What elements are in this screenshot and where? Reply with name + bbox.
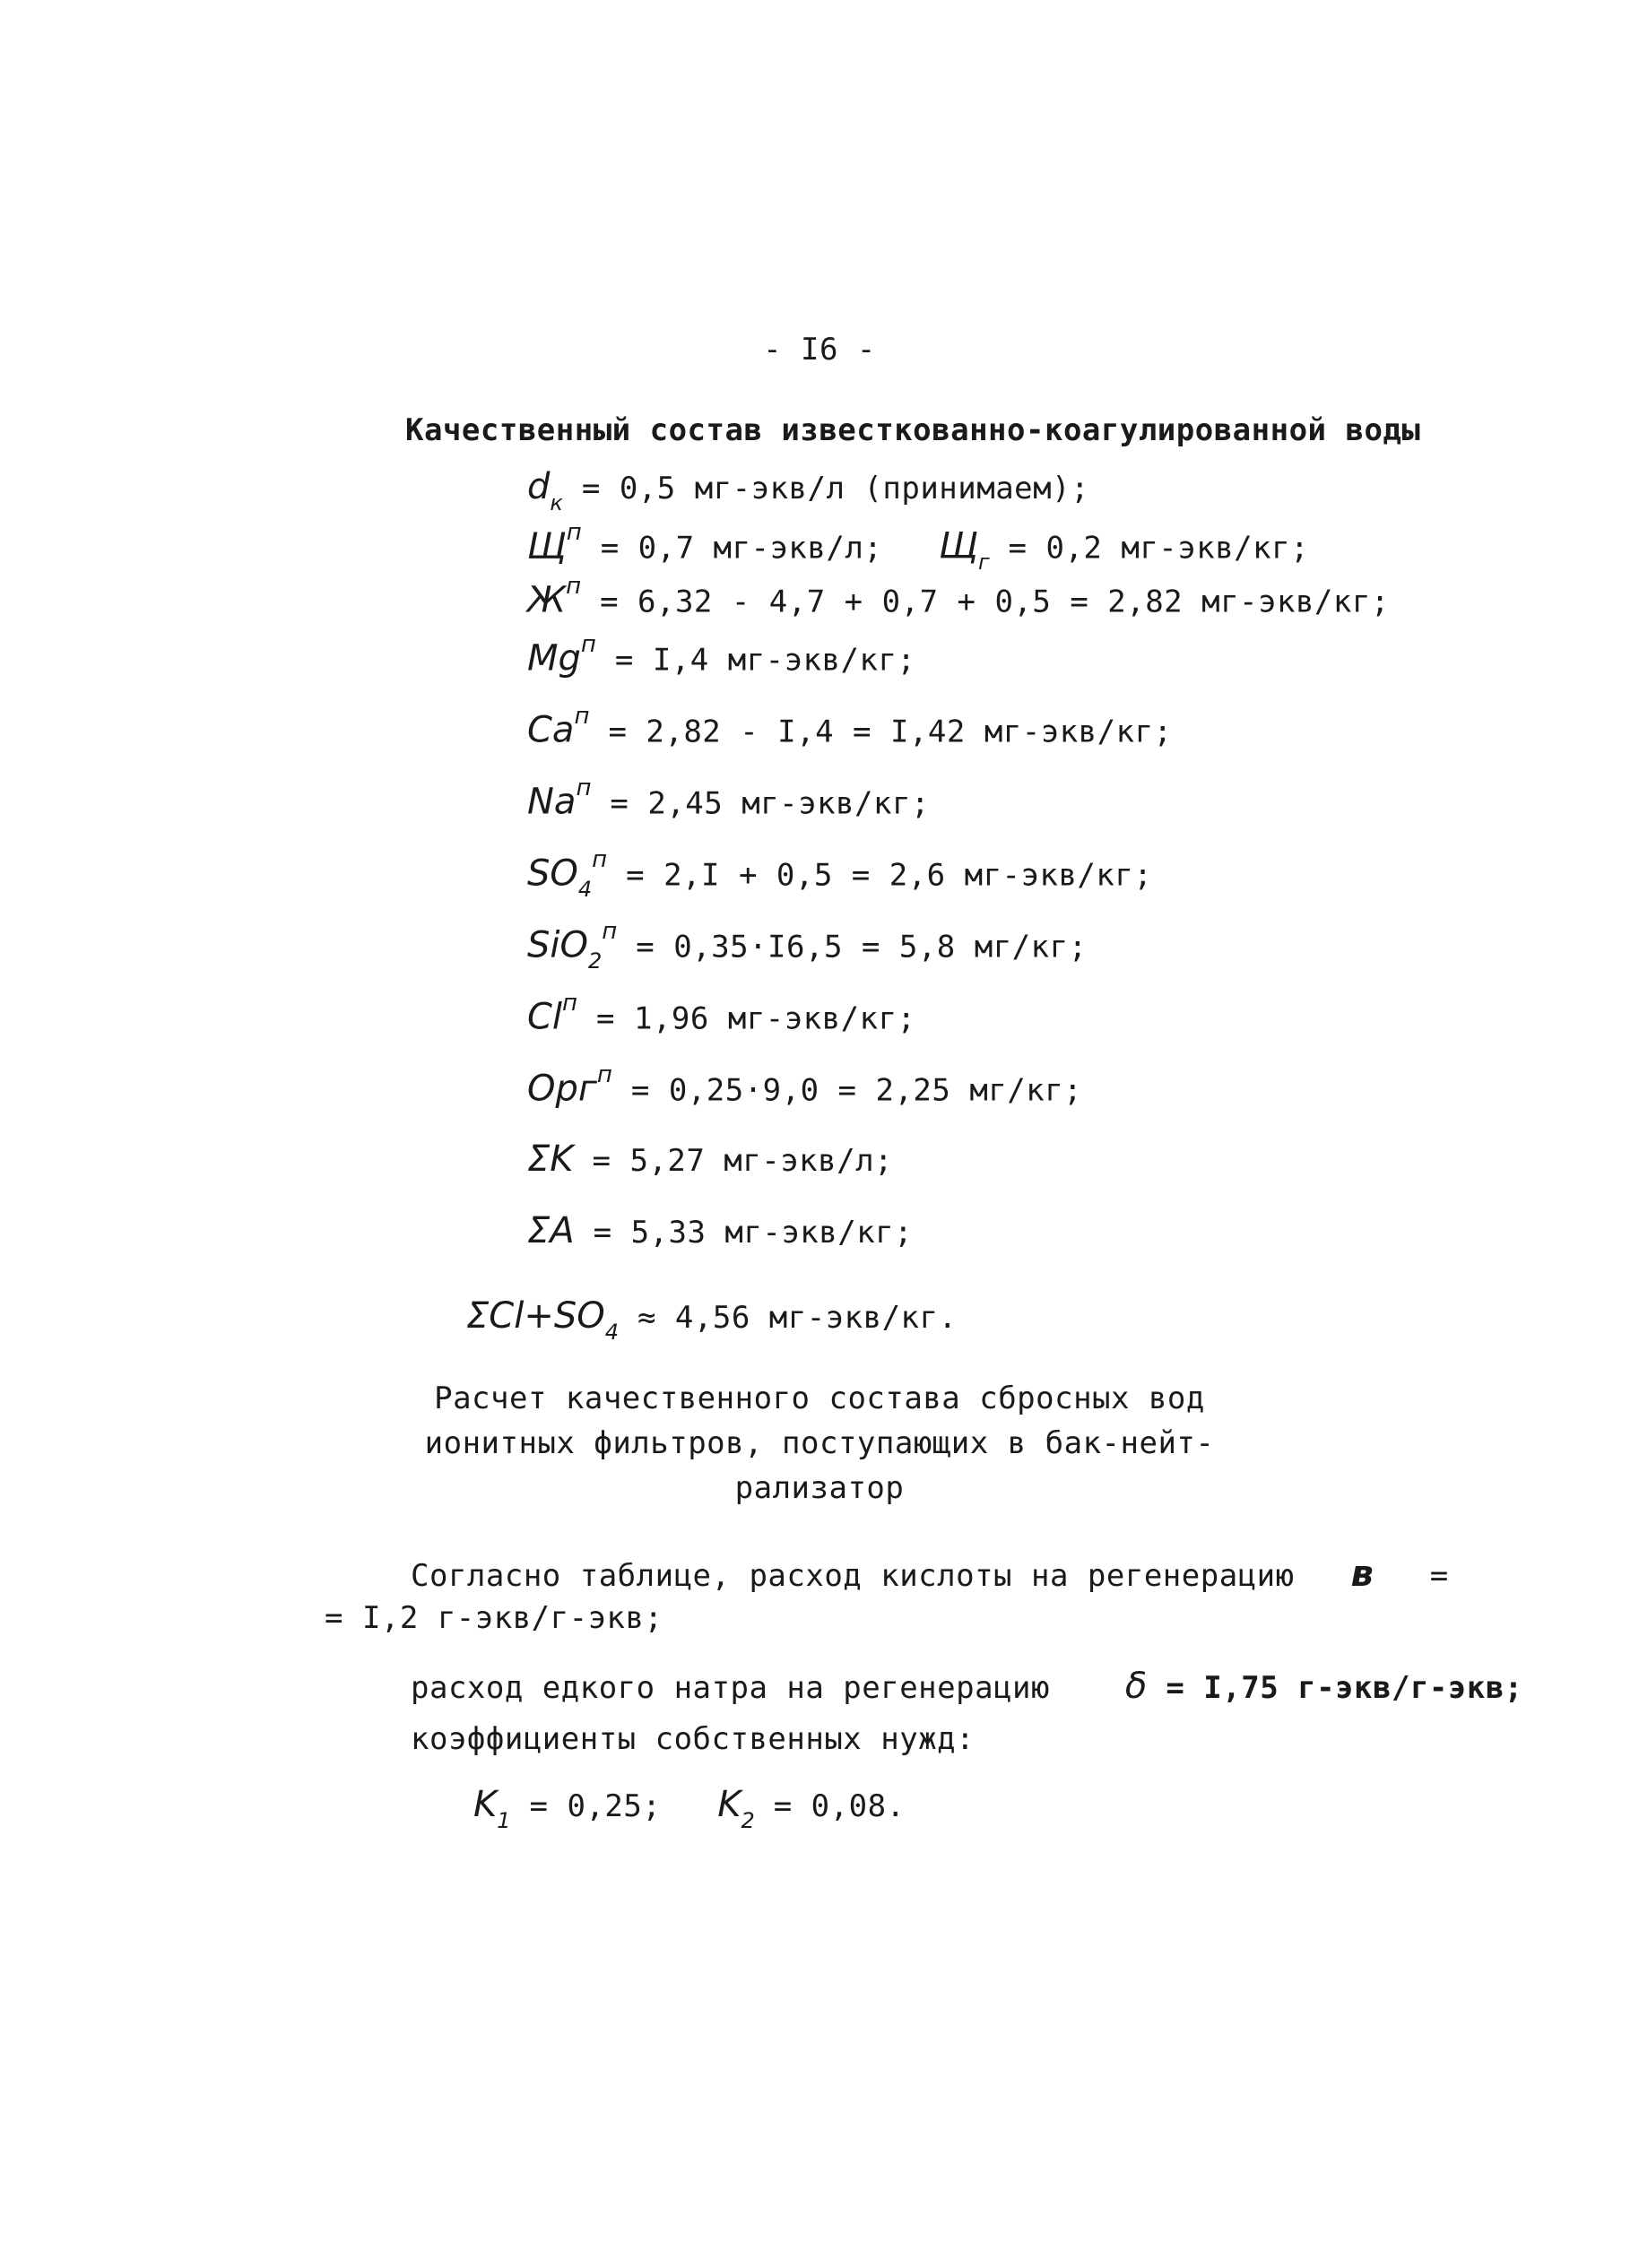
formula-rhs: = 5,33 мг-экв/кг;	[593, 1215, 914, 1251]
formula-symbol: $Mg^п$	[527, 631, 596, 680]
formula-rhs: = 6,32 - 4,7 + 0,7 + 0,5 = 2,82 мг-экв/кг;	[600, 584, 1390, 620]
formula-rhs: = 0,5 мг-экв/л (принимаем);	[581, 471, 1090, 506]
paragraph-line: Согласно таблице, расход кислоты на регенерацию в =	[411, 1554, 1449, 1595]
formula-rhs: = 1,96 мг-экв/кг;	[596, 1000, 916, 1037]
section-title-line: рализатор	[734, 1470, 905, 1506]
formula-row	[527, 703, 1173, 751]
formula-row	[527, 573, 1390, 621]
formula-row	[527, 775, 930, 823]
formula-symbol: $d_к$	[527, 466, 563, 515]
coefficients-row	[473, 1784, 906, 1833]
formula-symbol: Орг$^п$	[527, 1061, 612, 1110]
k2-value: = 0,08.	[773, 1788, 906, 1824]
formula-rhs: = 5,27 мг-экв/л;	[592, 1143, 894, 1179]
formula-row	[527, 990, 916, 1038]
formula-symbol: $Щ_г$	[939, 525, 990, 576]
formula-rhs: ≈ 4,56 мг-экв/кг.	[637, 1300, 958, 1336]
formula-rhs: = 0,2 мг-экв/кг;	[1008, 530, 1310, 567]
formula-row	[527, 846, 1153, 903]
paragraph-line: коэффициенты собственных нужд:	[411, 1721, 976, 1757]
formula-symbol: $Ж^п$	[527, 573, 582, 621]
formula-row	[527, 466, 1090, 515]
formula-rhs: = 2,82 - I,4 = I,42 мг-экв/кг;	[608, 714, 1173, 750]
formula-rhs: = 2,45 мг-экв/кг;	[610, 785, 930, 822]
formula-row	[527, 1138, 893, 1180]
formula-row	[527, 519, 1310, 576]
formula-rhs: = 0,35·I6,5 = 5,8 мг/кг;	[636, 929, 1088, 965]
formula-symbol: $Ca^п$	[527, 703, 590, 751]
formula-symbol: $SO_4^п$	[527, 846, 608, 903]
formula-row	[527, 918, 1088, 974]
formula-symbol: ΣK	[527, 1138, 574, 1180]
page-number: - I6 -	[763, 332, 876, 368]
formula-rhs: = 0,25·9,0 = 2,25 мг/кг;	[630, 1072, 1083, 1109]
k1-symbol: $K_1$	[473, 1784, 511, 1833]
formula-symbol: $Na^п$	[527, 775, 592, 823]
section-title-line: ионитных фильтров, поступающих в бак-нейт-	[424, 1425, 1215, 1461]
formula-row	[527, 1061, 1083, 1110]
paragraph-line: расход едкого натра на регенерацию δ = I,75 г-экв/г-экв;	[411, 1666, 1523, 1707]
formula-rhs: = I,4 мг-экв/кг;	[614, 642, 916, 679]
formula-symbol: SiO$_2^п$	[527, 918, 618, 974]
formula-rhs: = 0,7 мг-экв/л;	[600, 530, 883, 567]
formula-symbol: $Cl^п$	[527, 990, 578, 1038]
delta-symbol: δ	[1124, 1666, 1148, 1707]
formula-rhs: = 2,I + 0,5 = 2,6 мг-экв/кг;	[626, 857, 1153, 894]
k1-value: = 0,25;	[529, 1788, 662, 1824]
acid-symbol: в	[1350, 1554, 1374, 1595]
formula-symbol: $\Sigma Cl+SO_4$	[466, 1295, 619, 1345]
formula-symbol: $Щ^п$	[527, 519, 582, 567]
k2-symbol: $K_2$	[717, 1784, 755, 1833]
formula-row	[466, 1295, 958, 1345]
formula-row	[527, 631, 916, 680]
paragraph-line: = I,2 г-экв/г-экв;	[325, 1600, 663, 1636]
section-heading: Качественный состав известкованно-коагулированной воды	[405, 412, 1421, 448]
section-title-line: Расчет качественного состава сбросных вод	[434, 1381, 1205, 1416]
formula-row	[527, 1210, 913, 1251]
formula-symbol: ΣA	[527, 1210, 575, 1251]
